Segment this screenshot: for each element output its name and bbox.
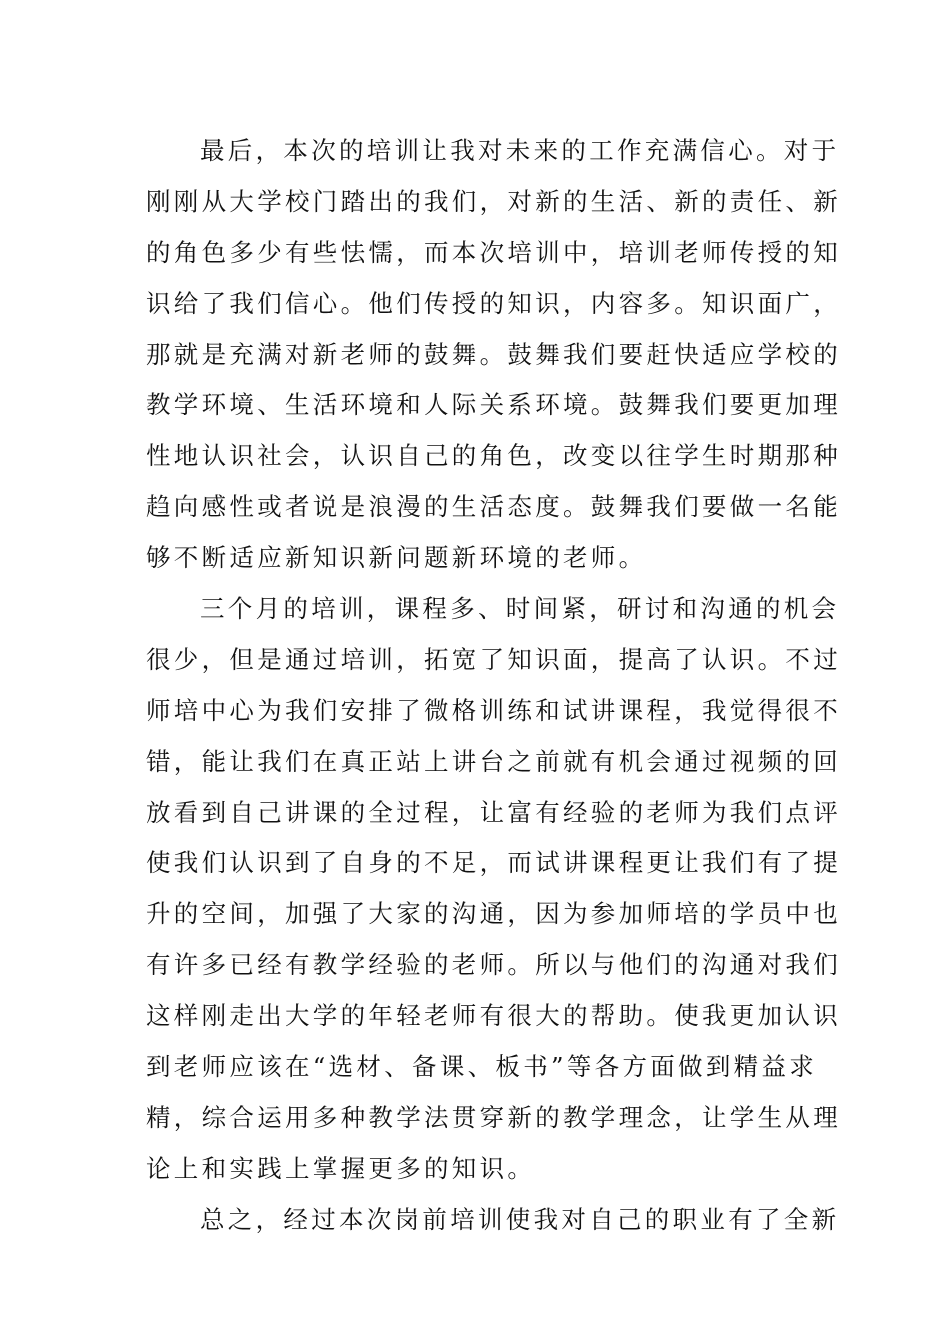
paragraph-line: 有许多已经有教学经验的老师。所以与他们的沟通对我们 [146, 950, 841, 980]
paragraph-line: 教学环境、生活环境和人际关系环境。鼓舞我们要更加理 [146, 390, 841, 420]
paragraph-line: 的角色多少有些怯懦，而本次培训中，培训老师传授的知 [146, 237, 841, 267]
paragraph-line: 放看到自己讲课的全过程，让富有经验的老师为我们点评 [146, 797, 841, 827]
paragraph-line: 使我们认识到了自身的不足，而试讲课程更让我们有了提 [146, 848, 841, 878]
paragraph-line: 趋向感性或者说是浪漫的生活态度。鼓舞我们要做一名能 [146, 492, 841, 522]
paragraph-line: 刚刚从大学校门踏出的我们，对新的生活、新的责任、新 [146, 186, 841, 216]
paragraph-line: 论上和实践上掌握更多的知识。 [146, 1153, 536, 1183]
paragraph-line: 到老师应该在“选材、备课、板书”等各方面做到精益求 [146, 1052, 818, 1082]
paragraph-line: 识给了我们信心。他们传授的知识，内容多。知识面广， [146, 288, 841, 318]
paragraph-line: 升的空间，加强了大家的沟通，因为参加师培的学员中也 [146, 899, 841, 929]
paragraph-line: 最后，本次的培训让我对未来的工作充满信心。对于 [200, 136, 840, 165]
paragraph-line: 这样刚走出大学的年轻老师有很大的帮助。使我更加认识 [146, 1001, 841, 1031]
paragraph-line: 三个月的培训，课程多、时间紧，研讨和沟通的机会 [200, 594, 840, 624]
paragraph-line: 错，能让我们在真正站上讲台之前就有机会通过视频的回 [146, 746, 841, 776]
paragraph-line: 总之，经过本次岗前培训使我对自己的职业有了全新 [200, 1204, 840, 1234]
paragraph-line: 很少，但是通过培训，拓宽了知识面，提高了认识。不过 [146, 644, 841, 674]
paragraph-line: 够不断适应新知识新问题新环境的老师。 [146, 543, 647, 573]
paragraph-line: 那就是充满对新老师的鼓舞。鼓舞我们要赶快适应学校的 [146, 339, 841, 369]
paragraph-line: 性地认识社会，认识自己的角色，改变以往学生时期那种 [146, 441, 841, 471]
paragraph-line: 精，综合运用多种教学法贯穿新的教学理念，让学生从理 [146, 1102, 841, 1132]
document-body [146, 126, 841, 1246]
paragraph-line: 师培中心为我们安排了微格训练和试讲课程，我觉得很不 [146, 695, 841, 725]
